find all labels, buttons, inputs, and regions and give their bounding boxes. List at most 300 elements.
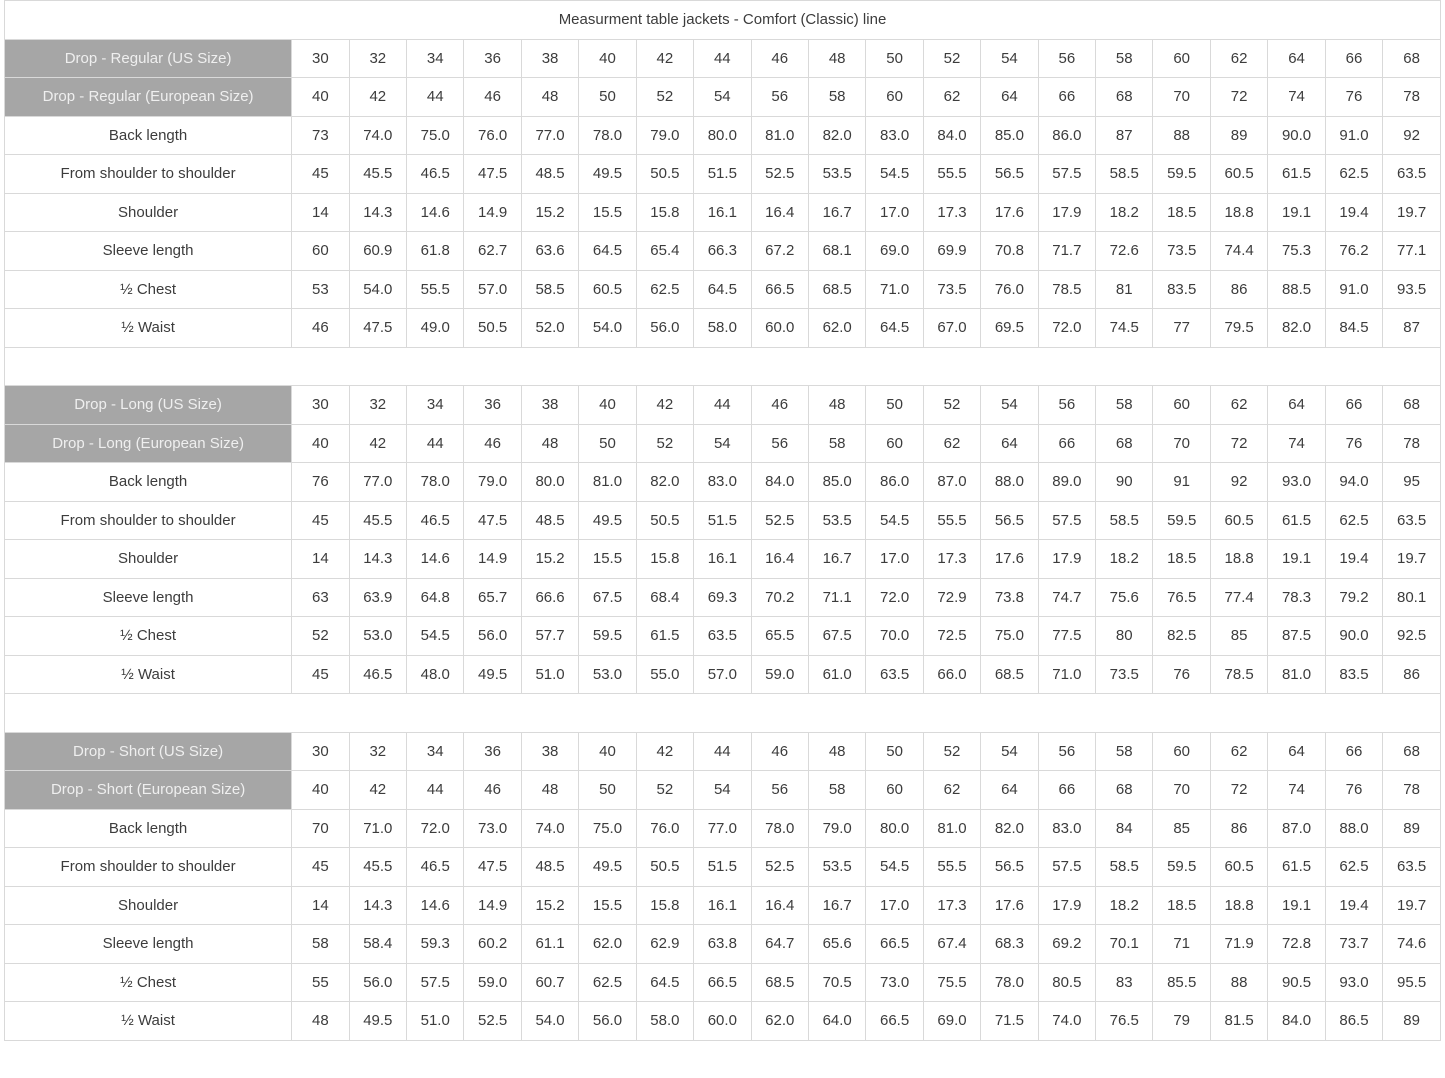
measurement-value: 87.0 xyxy=(1268,809,1325,848)
measurement-value: 45 xyxy=(292,655,349,694)
size-us-cell: 32 xyxy=(349,386,406,425)
measurement-value: 62.5 xyxy=(1325,501,1382,540)
size-us-cell: 66 xyxy=(1325,732,1382,771)
measurement-value: 90.0 xyxy=(1268,116,1325,155)
measurement-value: 69.5 xyxy=(981,309,1038,348)
measurement-value: 56.0 xyxy=(349,963,406,1002)
measurement-value: 73.5 xyxy=(1153,232,1210,271)
size-us-cell: 40 xyxy=(579,732,636,771)
measurement-value: 87 xyxy=(1096,116,1153,155)
measurement-value: 76.2 xyxy=(1325,232,1382,271)
measurement-value: 14.3 xyxy=(349,886,406,925)
size-eu-cell: 40 xyxy=(292,78,349,117)
measurement-value: 73.5 xyxy=(1096,655,1153,694)
measurement-value: 16.4 xyxy=(751,193,808,232)
measurement-label: ½ Waist xyxy=(5,1002,292,1041)
measurement-value: 74.7 xyxy=(1038,578,1095,617)
measurement-value: 15.2 xyxy=(521,886,578,925)
size-us-cell: 38 xyxy=(521,732,578,771)
measurement-value: 80.5 xyxy=(1038,963,1095,1002)
measurement-value: 19.1 xyxy=(1268,540,1325,579)
measurement-value: 55.5 xyxy=(923,155,980,194)
size-eu-cell: 76 xyxy=(1325,771,1382,810)
size-eu-cell: 50 xyxy=(579,424,636,463)
measurement-value: 54.0 xyxy=(579,309,636,348)
measurement-value: 52.5 xyxy=(751,501,808,540)
measurement-value: 16.1 xyxy=(694,886,751,925)
measurement-value: 69.0 xyxy=(923,1002,980,1041)
size-us-cell: 46 xyxy=(751,39,808,78)
measurement-value: 85.0 xyxy=(808,463,865,502)
measurement-value: 83 xyxy=(1096,963,1153,1002)
header-row-us xyxy=(5,732,1441,771)
measurement-value: 77.0 xyxy=(349,463,406,502)
measurement-value: 86 xyxy=(1210,270,1267,309)
measurement-value: 73.0 xyxy=(866,963,923,1002)
measurement-value: 83.0 xyxy=(866,116,923,155)
measurement-value: 82.5 xyxy=(1153,617,1210,656)
size-eu-cell: 54 xyxy=(694,424,751,463)
measurement-value: 74.4 xyxy=(1210,232,1267,271)
size-us-cell: 40 xyxy=(579,386,636,425)
measurement-label: From shoulder to shoulder xyxy=(5,848,292,887)
measurement-value: 60.5 xyxy=(1210,155,1267,194)
size-eu-cell: 56 xyxy=(751,424,808,463)
measurement-value: 54.5 xyxy=(407,617,464,656)
size-us-cell: 62 xyxy=(1210,732,1267,771)
measurement-value: 59.5 xyxy=(1153,155,1210,194)
measurement-value: 61.8 xyxy=(407,232,464,271)
size-us-cell: 36 xyxy=(464,386,521,425)
measurement-value: 17.9 xyxy=(1038,540,1095,579)
measurement-value: 67.2 xyxy=(751,232,808,271)
measurement-value: 17.6 xyxy=(981,193,1038,232)
measurement-value: 46.5 xyxy=(407,848,464,887)
table-row xyxy=(5,116,1441,155)
size-us-cell: 60 xyxy=(1153,732,1210,771)
measurement-value: 54.5 xyxy=(866,155,923,194)
measurement-value: 75.5 xyxy=(923,963,980,1002)
measurement-value: 64.5 xyxy=(694,270,751,309)
measurement-value: 84 xyxy=(1096,809,1153,848)
size-eu-cell: 50 xyxy=(579,771,636,810)
measurement-value: 63.9 xyxy=(349,578,406,617)
spacer-cell xyxy=(5,347,1441,386)
size-us-cell: 32 xyxy=(349,39,406,78)
measurement-value: 76 xyxy=(1153,655,1210,694)
measurement-value: 52.5 xyxy=(464,1002,521,1041)
measurement-value: 75.3 xyxy=(1268,232,1325,271)
measurement-value: 48.5 xyxy=(521,501,578,540)
measurement-value: 52 xyxy=(292,617,349,656)
measurement-value: 62.5 xyxy=(1325,155,1382,194)
size-us-cell: 32 xyxy=(349,732,406,771)
measurement-value: 63.5 xyxy=(1383,848,1441,887)
size-us-cell: 54 xyxy=(981,732,1038,771)
size-us-cell: 52 xyxy=(923,732,980,771)
measurement-value: 74.5 xyxy=(1096,309,1153,348)
measurement-value: 71.1 xyxy=(808,578,865,617)
size-eu-cell: 64 xyxy=(981,78,1038,117)
measurement-value: 58 xyxy=(292,925,349,964)
header-row-eu xyxy=(5,78,1441,117)
measurement-value: 84.0 xyxy=(1268,1002,1325,1041)
measurement-label: ½ Chest xyxy=(5,617,292,656)
size-eu-cell: 62 xyxy=(923,771,980,810)
measurement-value: 59.3 xyxy=(407,925,464,964)
size-us-cell: 36 xyxy=(464,732,521,771)
measurement-value: 51.0 xyxy=(407,1002,464,1041)
size-eu-cell: 70 xyxy=(1153,771,1210,810)
measurement-value: 81 xyxy=(1096,270,1153,309)
measurement-value: 58.0 xyxy=(636,1002,693,1041)
measurement-value: 57.0 xyxy=(694,655,751,694)
size-eu-cell: 48 xyxy=(521,424,578,463)
measurement-value: 67.5 xyxy=(808,617,865,656)
measurement-value: 51.0 xyxy=(521,655,578,694)
measurement-value: 72.0 xyxy=(1038,309,1095,348)
measurement-value: 55 xyxy=(292,963,349,1002)
size-us-cell: 48 xyxy=(808,386,865,425)
section-spacer xyxy=(5,347,1441,386)
size-eu-cell: 44 xyxy=(407,771,464,810)
measurement-value: 73 xyxy=(292,116,349,155)
measurement-value: 85 xyxy=(1153,809,1210,848)
measurement-value: 49.5 xyxy=(579,155,636,194)
measurement-value: 71.0 xyxy=(349,809,406,848)
measurement-value: 71.0 xyxy=(1038,655,1095,694)
measurement-value: 81.0 xyxy=(923,809,980,848)
measurement-value: 76.0 xyxy=(464,116,521,155)
size-us-cell: 34 xyxy=(407,386,464,425)
measurement-value: 69.3 xyxy=(694,578,751,617)
measurement-value: 57.5 xyxy=(1038,155,1095,194)
measurement-value: 53.0 xyxy=(579,655,636,694)
table-row xyxy=(5,578,1441,617)
measurement-value: 50.5 xyxy=(636,848,693,887)
size-eu-cell: 52 xyxy=(636,771,693,810)
measurement-value: 71 xyxy=(1153,925,1210,964)
size-eu-cell: 64 xyxy=(981,424,1038,463)
measurement-value: 87 xyxy=(1383,309,1441,348)
measurement-value: 66.6 xyxy=(521,578,578,617)
measurement-value: 82.0 xyxy=(981,809,1038,848)
size-us-cell: 62 xyxy=(1210,39,1267,78)
size-us-cell: 50 xyxy=(866,732,923,771)
measurement-value: 93.0 xyxy=(1268,463,1325,502)
size-us-cell: 40 xyxy=(579,39,636,78)
size-eu-cell: 78 xyxy=(1383,424,1441,463)
measurement-value: 58.4 xyxy=(349,925,406,964)
size-eu-cell: 42 xyxy=(349,771,406,810)
measurement-value: 89 xyxy=(1383,809,1441,848)
measurement-value: 76 xyxy=(292,463,349,502)
measurement-label: Sleeve length xyxy=(5,578,292,617)
measurement-value: 66.5 xyxy=(866,1002,923,1041)
measurement-value: 80 xyxy=(1096,617,1153,656)
measurement-value: 54.0 xyxy=(521,1002,578,1041)
measurement-value: 15.8 xyxy=(636,540,693,579)
measurement-value: 16.4 xyxy=(751,886,808,925)
measurement-value: 17.9 xyxy=(1038,886,1095,925)
measurement-value: 80.0 xyxy=(694,116,751,155)
measurement-value: 19.7 xyxy=(1383,193,1441,232)
size-us-cell: 44 xyxy=(694,39,751,78)
measurement-value: 79 xyxy=(1153,1002,1210,1041)
measurement-label: ½ Waist xyxy=(5,309,292,348)
measurement-value: 53.5 xyxy=(808,155,865,194)
measurement-value: 55.5 xyxy=(407,270,464,309)
measurement-value: 77.4 xyxy=(1210,578,1267,617)
measurement-value: 90 xyxy=(1096,463,1153,502)
header-row-us xyxy=(5,386,1441,425)
measurement-value: 92 xyxy=(1383,116,1441,155)
size-eu-cell: 60 xyxy=(866,771,923,810)
measurement-value: 14.9 xyxy=(464,193,521,232)
measurement-value: 85 xyxy=(1210,617,1267,656)
measurement-value: 19.4 xyxy=(1325,193,1382,232)
measurement-value: 61.5 xyxy=(1268,501,1325,540)
measurement-value: 74.0 xyxy=(1038,1002,1095,1041)
measurement-value: 56.5 xyxy=(981,848,1038,887)
title-row xyxy=(5,1,1441,40)
table-row xyxy=(5,309,1441,348)
measurement-value: 90.0 xyxy=(1325,617,1382,656)
measurement-value: 85.5 xyxy=(1153,963,1210,1002)
header-label-eu: Drop - Long (European Size) xyxy=(5,424,292,463)
measurement-value: 59.0 xyxy=(464,963,521,1002)
header-row-eu xyxy=(5,424,1441,463)
measurement-value: 65.7 xyxy=(464,578,521,617)
measurement-value: 46.5 xyxy=(407,155,464,194)
measurement-value: 80.1 xyxy=(1383,578,1441,617)
measurement-value: 69.9 xyxy=(923,232,980,271)
measurement-value: 78.0 xyxy=(751,809,808,848)
measurement-value: 61.0 xyxy=(808,655,865,694)
size-us-cell: 66 xyxy=(1325,39,1382,78)
measurement-label: From shoulder to shoulder xyxy=(5,501,292,540)
measurement-value: 15.2 xyxy=(521,540,578,579)
size-us-cell: 54 xyxy=(981,39,1038,78)
measurement-value: 16.1 xyxy=(694,193,751,232)
measurement-label: Back length xyxy=(5,809,292,848)
table-row xyxy=(5,193,1441,232)
measurement-value: 88.5 xyxy=(1268,270,1325,309)
size-eu-cell: 60 xyxy=(866,424,923,463)
measurement-value: 15.2 xyxy=(521,193,578,232)
size-eu-cell: 68 xyxy=(1096,424,1153,463)
measurement-value: 67.0 xyxy=(923,309,980,348)
measurement-value: 18.5 xyxy=(1153,540,1210,579)
measurement-value: 63.5 xyxy=(866,655,923,694)
measurement-label: Back length xyxy=(5,116,292,155)
table-row xyxy=(5,655,1441,694)
measurement-value: 60.0 xyxy=(751,309,808,348)
measurement-value: 91.0 xyxy=(1325,116,1382,155)
measurement-value: 17.3 xyxy=(923,886,980,925)
size-us-cell: 60 xyxy=(1153,386,1210,425)
size-us-cell: 56 xyxy=(1038,386,1095,425)
measurement-value: 55.5 xyxy=(923,501,980,540)
size-us-cell: 48 xyxy=(808,39,865,78)
measurement-label: ½ Chest xyxy=(5,963,292,1002)
section-spacer xyxy=(5,694,1441,733)
measurement-value: 89 xyxy=(1383,1002,1441,1041)
spacer-cell xyxy=(5,694,1441,733)
measurement-value: 70.1 xyxy=(1096,925,1153,964)
measurement-value: 19.7 xyxy=(1383,540,1441,579)
measurement-value: 14.9 xyxy=(464,886,521,925)
measurement-value: 45.5 xyxy=(349,501,406,540)
measurement-label: Sleeve length xyxy=(5,232,292,271)
size-eu-cell: 62 xyxy=(923,78,980,117)
measurement-value: 78.5 xyxy=(1038,270,1095,309)
size-eu-cell: 76 xyxy=(1325,78,1382,117)
measurement-value: 87.5 xyxy=(1268,617,1325,656)
size-us-cell: 60 xyxy=(1153,39,1210,78)
measurement-value: 15.5 xyxy=(579,540,636,579)
measurement-value: 45.5 xyxy=(349,848,406,887)
measurement-value: 45 xyxy=(292,155,349,194)
measurement-value: 17.6 xyxy=(981,540,1038,579)
measurement-value: 83.5 xyxy=(1153,270,1210,309)
size-us-cell: 56 xyxy=(1038,39,1095,78)
table-body xyxy=(5,1,1441,1041)
measurement-value: 18.2 xyxy=(1096,886,1153,925)
measurement-value: 76.5 xyxy=(1153,578,1210,617)
size-us-cell: 50 xyxy=(866,386,923,425)
measurement-value: 51.5 xyxy=(694,501,751,540)
measurement-value: 18.2 xyxy=(1096,193,1153,232)
measurement-value: 48.0 xyxy=(407,655,464,694)
measurement-value: 48 xyxy=(292,1002,349,1041)
measurement-value: 54.0 xyxy=(349,270,406,309)
measurement-label: Back length xyxy=(5,463,292,502)
measurement-value: 19.7 xyxy=(1383,886,1441,925)
measurement-value: 57.5 xyxy=(1038,501,1095,540)
size-us-cell: 42 xyxy=(636,386,693,425)
table-row xyxy=(5,848,1441,887)
size-eu-cell: 48 xyxy=(521,771,578,810)
measurement-value: 68.1 xyxy=(808,232,865,271)
size-eu-cell: 66 xyxy=(1038,78,1095,117)
measurement-value: 16.4 xyxy=(751,540,808,579)
size-us-cell: 36 xyxy=(464,39,521,78)
measurement-value: 19.1 xyxy=(1268,886,1325,925)
measurement-value: 58.0 xyxy=(694,309,751,348)
size-eu-cell: 72 xyxy=(1210,78,1267,117)
size-us-cell: 38 xyxy=(521,386,578,425)
measurement-value: 69.2 xyxy=(1038,925,1095,964)
measurement-value: 68.5 xyxy=(808,270,865,309)
measurement-value: 17.6 xyxy=(981,886,1038,925)
measurement-value: 59.5 xyxy=(1153,848,1210,887)
measurement-value: 52.5 xyxy=(751,155,808,194)
measurement-value: 77.0 xyxy=(521,116,578,155)
table-row xyxy=(5,963,1441,1002)
size-us-cell: 54 xyxy=(981,386,1038,425)
size-us-cell: 46 xyxy=(751,732,808,771)
measurement-value: 57.5 xyxy=(1038,848,1095,887)
size-eu-cell: 72 xyxy=(1210,424,1267,463)
measurement-value: 75.0 xyxy=(579,809,636,848)
size-us-cell: 62 xyxy=(1210,386,1267,425)
size-eu-cell: 58 xyxy=(808,424,865,463)
measurement-value: 78.5 xyxy=(1210,655,1267,694)
measurement-value: 17.3 xyxy=(923,540,980,579)
table-row xyxy=(5,809,1441,848)
measurement-value: 48.5 xyxy=(521,155,578,194)
measurement-value: 45 xyxy=(292,848,349,887)
measurement-label: Shoulder xyxy=(5,886,292,925)
size-us-cell: 50 xyxy=(866,39,923,78)
size-eu-cell: 76 xyxy=(1325,424,1382,463)
measurement-value: 74.0 xyxy=(349,116,406,155)
measurement-value: 56.0 xyxy=(464,617,521,656)
measurement-value: 48.5 xyxy=(521,848,578,887)
measurement-value: 77 xyxy=(1153,309,1210,348)
header-label-us: Drop - Short (US Size) xyxy=(5,732,292,771)
measurement-value: 46 xyxy=(292,309,349,348)
measurement-value: 68.5 xyxy=(751,963,808,1002)
measurement-value: 84.0 xyxy=(923,116,980,155)
measurement-value: 19.4 xyxy=(1325,886,1382,925)
measurement-value: 86.0 xyxy=(1038,116,1095,155)
size-eu-cell: 54 xyxy=(694,78,751,117)
measurement-value: 91.0 xyxy=(1325,270,1382,309)
measurement-value: 15.5 xyxy=(579,886,636,925)
measurement-value: 19.4 xyxy=(1325,540,1382,579)
measurement-label: ½ Chest xyxy=(5,270,292,309)
measurement-value: 61.1 xyxy=(521,925,578,964)
measurement-value: 56.0 xyxy=(636,309,693,348)
measurement-value: 83.0 xyxy=(1038,809,1095,848)
measurement-value: 82.0 xyxy=(808,116,865,155)
size-eu-cell: 64 xyxy=(981,771,1038,810)
measurement-value: 73.0 xyxy=(464,809,521,848)
table-row xyxy=(5,501,1441,540)
measurement-value: 53.5 xyxy=(808,848,865,887)
size-us-cell: 52 xyxy=(923,39,980,78)
size-us-cell: 68 xyxy=(1383,732,1441,771)
size-eu-cell: 68 xyxy=(1096,771,1153,810)
measurement-value: 80.0 xyxy=(866,809,923,848)
measurement-value: 72.8 xyxy=(1268,925,1325,964)
measurement-value: 72.9 xyxy=(923,578,980,617)
measurement-value: 61.5 xyxy=(636,617,693,656)
measurement-value: 14.9 xyxy=(464,540,521,579)
size-eu-cell: 66 xyxy=(1038,424,1095,463)
measurement-value: 95.5 xyxy=(1383,963,1441,1002)
size-eu-cell: 52 xyxy=(636,424,693,463)
measurement-value: 75.6 xyxy=(1096,578,1153,617)
measurement-value: 72.6 xyxy=(1096,232,1153,271)
measurement-value: 62.9 xyxy=(636,925,693,964)
measurement-value: 74.0 xyxy=(521,809,578,848)
size-eu-cell: 46 xyxy=(464,78,521,117)
measurement-value: 63 xyxy=(292,578,349,617)
measurement-value: 66.5 xyxy=(751,270,808,309)
measurement-value: 76.0 xyxy=(981,270,1038,309)
size-eu-cell: 56 xyxy=(751,771,808,810)
measurement-value: 14 xyxy=(292,886,349,925)
measurement-value: 78.0 xyxy=(981,963,1038,1002)
measurement-value: 50.5 xyxy=(464,309,521,348)
measurement-value: 18.8 xyxy=(1210,193,1267,232)
measurement-value: 60.9 xyxy=(349,232,406,271)
measurement-value: 81.0 xyxy=(1268,655,1325,694)
measurement-value: 80.0 xyxy=(521,463,578,502)
